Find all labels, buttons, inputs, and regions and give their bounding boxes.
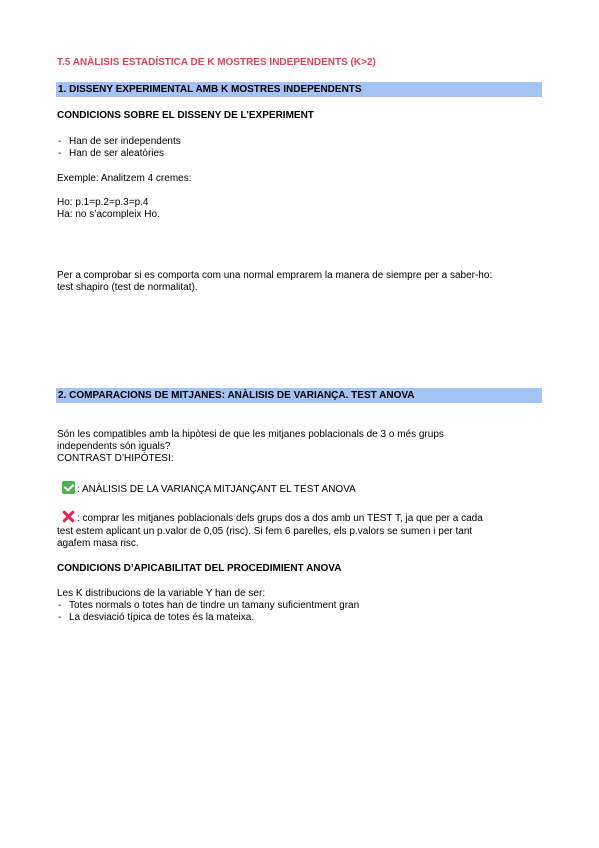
null-hypothesis: Ho: p.1=p.2=p.3=p.4	[57, 197, 149, 208]
list-item: - Han de ser aleatòries	[57, 148, 181, 160]
t-test-option-text: : comprar les mitjanes poblacionals dels grups dos a dos amb un TEST T, ja que per a cada	[77, 513, 483, 524]
list-item: - Han de ser independents	[57, 136, 181, 148]
document-title: T.5 ANÀLISIS ESTADÍSTICA DE K MOSTRES INDEPENDENTS (K>2)	[57, 57, 376, 68]
anova-option	[62, 481, 356, 496]
section-1-heading-bar: 1. DISSENY EXPERIMENTAL AMB K MOSTRES INDEPENDENTS	[56, 82, 542, 97]
cross-mark-icon	[62, 510, 75, 523]
example-text: Exemple: Analitzem 4 cremes:	[57, 173, 192, 184]
anova-intro-line-1: Són les compatibles amb la hipòtesi de que les mitjanes poblacionals de 3 o més grups	[57, 429, 444, 440]
list-item: - Totes normals o totes han de tindre un tamany suficientment gran	[57, 600, 359, 612]
t-test-option-line-1	[62, 510, 483, 525]
section-2-heading-bar: 2. COMPARACIONS DE MITJANES: ANÀLISIS DE VARIANÇA. TEST ANOVA	[56, 388, 542, 403]
normality-text-line-1: Per a comprobar si es comporta com una normal emprarem la manera de siempre per a saber-ho:	[57, 270, 493, 281]
contrast-label: CONTRAST D’HIPÒTESI:	[57, 453, 174, 464]
design-conditions-list	[57, 136, 181, 160]
k-distributions-intro: Les K distribucions de la variable Y han de ser:	[57, 588, 266, 599]
anova-conditions-list	[57, 600, 359, 624]
anova-option-text: : ANÀLISIS DE LA VARIANÇA MITJANÇANT EL TEST ANOVA	[77, 484, 356, 495]
alt-hypothesis: Ha: no s’acompleix Ho.	[57, 209, 160, 220]
t-test-option-line-2: test estem aplicant un p.valor de 0,05 (risc). Si fem 6 parelles, els p.valors se sumen i per tant	[57, 526, 473, 537]
anova-conditions-heading: CONDICIONS D’APICABILITAT DEL PROCEDIMIENT ANOVA	[57, 563, 342, 574]
check-mark-icon	[62, 481, 75, 494]
t-test-option-line-3: agafem masa risc.	[57, 538, 139, 549]
design-conditions-heading: CONDICIONS SOBRE EL DISSENY DE L’EXPERIMENT	[57, 110, 314, 121]
normality-text-line-2: test shapiro (test de normalitat).	[57, 282, 198, 293]
anova-intro-line-2: independents són iguals?	[57, 441, 171, 452]
list-item: - La desviació típica de totes és la mateixa.	[57, 612, 359, 624]
